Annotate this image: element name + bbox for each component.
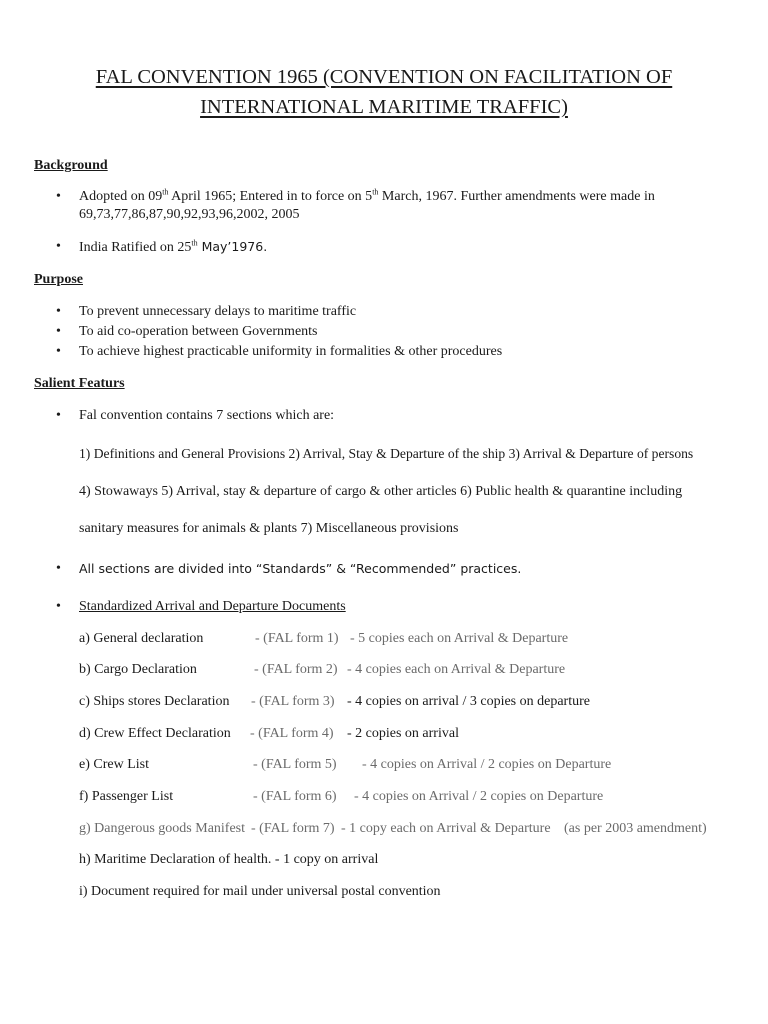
mail-document-row: i) Document required for mail under universal postal convention (79, 884, 441, 899)
document-page: FAL CONVENTION 1965 (CONVENTION ON FACILITATION OF INTERNATIONAL MARITIME TRAFFIC) Background • Adopted on 09th April 1965; Entered in to force on 5th March, 1967. Further amendments were made in 69,73,77,86,87,90,92,93,96,2002, 2005 • India Ratified on 25th May’1976. Purpose • To prevent unnecessary delays to maritime traffic • To aid co-operation between Governments • To achieve highest practicable uniformity in formalities & other procedures Salient Featurs • Fal convention contains 7 sections which are: 1) Definitions and General Provisions 2) Arrival, Stay & Departure of the ship 3) Arrival & Departure of persons 4) Stowaways 5) Arrival, stay & departure of cargo & other articles 6) Public health & quarantine including sanitary measures for animals & plants 7) Miscellaneous provisions • All sections are divided into “Standards” & “Recommended” practices. • Standardized Arrival and Departure Documents a) General declaration - (FAL form 1) - 5 copies each on Arrival & Departure b) Cargo Declaration - (FAL form 2) - 4 copies each on Arrival & Departure c) Ships stores Declaration - (FAL form 3) - 4 copies on arrival / 3 copies on departure d) Crew Effect Declaration - (FAL form 4) - 2 copies on arrival e) Crew List - (FAL form 5) - 4 copies on Arrival / 2 copies on Departure f) Passenger List - (FAL form 6) - 4 copies on Arrival / 2 copies on Departure g) Dangerous goods Manifest - (FAL form 7) - 1 copy each on Arrival & Departure (as per 2003 amendment) h) Maritime Declaration of health. - 1 copy on arrival i) Document required for mail under universal postal convention (0, 0, 768, 1024)
purpose-heading: Purpose (34, 272, 83, 287)
bullet-icon: • (56, 408, 61, 423)
bullet-icon: • (56, 599, 61, 614)
bullet-icon: • (56, 344, 61, 359)
title-line-1: FAL CONVENTION 1965 (CONVENTION ON FACILITATION OF (95, 66, 673, 88)
background-heading: Background (34, 158, 108, 173)
bullet-icon: • (56, 189, 61, 204)
sections-line-3: sanitary measures for animals & plants 7) Miscellaneous provisions (79, 521, 459, 536)
bullet-icon: • (56, 324, 61, 339)
bullet-icon: • (56, 561, 61, 576)
salient-heading: Salient Featurs (34, 376, 125, 391)
bullet-icon: • (56, 304, 61, 319)
bullet-icon: • (56, 239, 61, 254)
adopted-amendments: 69,73,77,86,87,90,92,93,96,2002, 2005 (79, 207, 300, 222)
page-title (40, 62, 728, 122)
documents-heading: Standardized Arrival and Departure Documents (79, 599, 346, 614)
sections-line-2: 4) Stowaways 5) Arrival, stay & departure of cargo & other articles 6) Public health & quarantine including (79, 484, 683, 499)
health-declaration-row: h) Maritime Declaration of health. - 1 copy on arrival (79, 852, 379, 867)
title-line-2: INTERNATIONAL MARITIME TRAFFIC) (200, 96, 568, 118)
sections-line-1: 1) Definitions and General Provisions 2) Arrival, Stay & Departure of the ship 3) Arrival & Departure of persons (79, 446, 694, 461)
adopted-text: Adopted on 09th April 1965; Entered in to force on 5th March, 1967. Further amendments were made in (79, 187, 655, 204)
ratified-text: India Ratified on 25th May’1976. (79, 238, 268, 255)
